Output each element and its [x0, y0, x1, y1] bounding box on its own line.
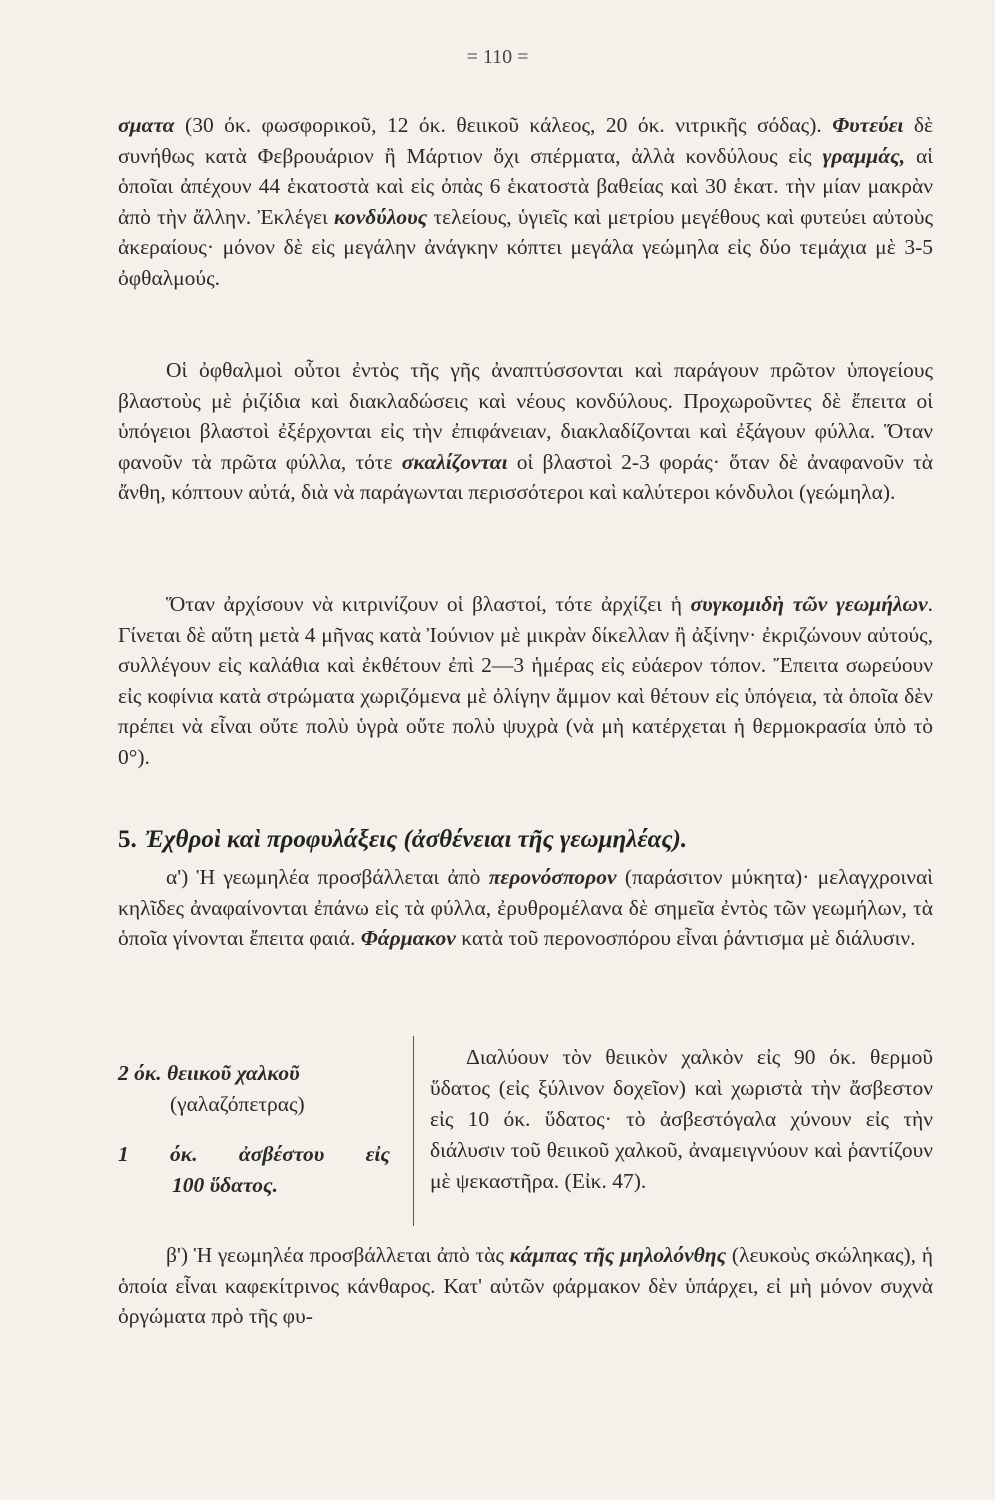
ingredient-note: (γαλαζόπετρας) — [170, 1091, 305, 1116]
term-fyteuei: Φυτεύει — [832, 113, 904, 137]
term-kampas: κάμπας τῆς μηλολόνθης — [509, 1243, 727, 1267]
ingredient-lime: 1 όκ. ἀσβέστου εἰς — [118, 1142, 390, 1167]
term-kondylous: κονδύλους — [334, 204, 428, 229]
harvest-text-2: . Γίνεται δὲ αὕτη μετὰ 4 μῆνας κατὰ Ἰούνιον μὲ μικρὰν δίκελλαν ἢ ἀξίνην· ἐκριζώνουν αὐτούς, συλλέγουν εἰς καλάθια καὶ ἐκθέτουν ἐπὶ 2—3 ἡμέρας εἰς εὐάερον τόπον. Ἔπειτα σωρεύουν εἰς κοφίνια κατὰ στρώματα χωριζόμενα μὲ ὀλίγην ἄμμον καὶ θέτουν εἰς ὑπόγεια, τὰ ὁποῖα δὲν πρέπει νὰ εἶναι οὔτε πολὺ ὑγρὰ οὔτε πολὺ ψυχρὰ (νὰ μὴ κατέρχεται ἡ θερμοκρασία ὑπὸ τὸ 0°). — [118, 592, 934, 769]
section-title: Ἐχθροὶ καὶ προφυλάξεις (ἀσθένειαι τῆς γεωμηλέας). — [144, 826, 688, 853]
disease-a-paragraph — [118, 862, 933, 954]
term-synkomidi: συγκομιδὴ τῶν γεωμήλων — [690, 592, 928, 616]
intro-text-2: δὲ συνήθως κατὰ Φεβρουάριον ἢ Μάρτιον ὄχι σπέρματα, ἀλλὰ κονδύλους εἰς — [118, 113, 933, 168]
disease-a-text-3: κατὰ τοῦ περονοσπόρου εἶναι ῥάντισμα μὲ διάλυσιν. — [455, 926, 916, 951]
ingredient-water: 100 ὕδατος. — [172, 1172, 279, 1197]
intro-text-4: τελείους, ὑγιεῖς καὶ μετρίου μεγέθους καὶ φυτεύει αὐτοὺς ἀκεραίους· μόνον δὲ εἰς μεγάλην ἀνάγκην κόπτει μεγάλα γεώμηλα εἰς δύο τεμάχια μὲ 3-5 ὀφθαλμούς. — [118, 204, 933, 290]
term-skalizontai: σκαλίζονται — [401, 449, 508, 474]
disease-a-text-2: (παράσιτον μύκητα)· μελαγχροιναὶ κηλῖδες ἀναφαίνονται ἐπάνω εἰς τὰ φύλλα, ἐρυθρομέλανα δὲ σημεῖα ἐντὸς τῶν γεωμήλων, τὰ ὁποῖα γίνονται ἔπειτα φαιά. — [118, 865, 933, 951]
growth-text-2: οἱ βλαστοὶ 2-3 φοράς· ὅταν δὲ ἀναφανοῦν τὰ ἄνθη, κόπτουν αὐτά, διὰ νὰ παράγωνται περισσότεροι καὶ καλύτεροι κόνδυλοι (γεώμηλα). — [118, 449, 933, 505]
recipe-instructions — [430, 1042, 933, 1197]
harvest-text-1: Ὅταν ἀρχίσουν νὰ κιτρινίζουν οἱ βλαστοί, τότε ἀρχίζει ἡ — [166, 592, 691, 616]
ingredient-copper-sulfate: 2 όκ. θειικοῦ χαλκοῦ — [118, 1061, 300, 1085]
growth-text-1: Οἱ ὀφθαλμοὶ οὗτοι ἐντὸς τῆς γῆς ἀναπτύσσονται καὶ παράγουν πρῶτον ὑπογείους βλαστοὺς μὲ ῥιζίδια καὶ διακλαδώσεις καὶ νέους κονδύλους. Προχωροῦντες δὲ ἔπειτα οἱ ὑπόγειοι βλαστοὶ ἐξέρχονται εἰς τὴν ἐπιφάνειαν, διακλαδίζονται καὶ ἐξάγουν φύλλα. Ὅταν φανοῦν τὰ πρῶτα φύλλα, τότε — [118, 358, 933, 474]
disease-b-text-1: β') Ἡ γεωμηλέα προσβάλλεται ἀπὸ τὰς — [166, 1243, 510, 1267]
term-smata: σματα — [118, 113, 175, 137]
intro-text-3: αἱ ὁποῖαι ἀπέχουν 44 ἑκατοστὰ καὶ εἰς ὀπὰς 6 ἑκατοστὰ βαθείας καὶ 30 ἑκατ. τὴν μίαν μακρὰν ἀπὸ τὴν ἄλλην. Ἐκλέγει — [118, 143, 933, 229]
term-grammas: γραμμάς, — [822, 143, 906, 168]
intro-paragraph — [118, 110, 933, 294]
disease-a-text-1: α') Ἡ γεωμηλέα προσβάλλεται ἀπὸ — [166, 865, 489, 889]
recipe-block — [118, 1036, 933, 1226]
term-farmakon: Φάρμακον — [360, 926, 456, 951]
recipe-ingredients — [118, 1058, 390, 1200]
page-number: = 110 = — [466, 46, 529, 68]
recipe-divider — [413, 1036, 414, 1226]
section-heading — [118, 826, 933, 854]
growth-paragraph — [118, 355, 933, 508]
intro-text-1: (30 όκ. φωσφορικοῦ, 12 όκ. θειικοῦ κάλεος, 20 όκ. νιτρικῆς σόδας). — [174, 113, 833, 137]
disease-b-paragraph — [118, 1240, 933, 1332]
disease-b-text-2: (λευκοὺς σκώληκας), ἡ ὁποία εἶναι καφεκίτρινος κάνθαρος. Κατ' αὐτῶν φάρμακον δὲν ὑπάρχει, εἰ μὴ μόνον συχνὰ ὀργώματα πρὸ τῆς φυ- — [118, 1243, 933, 1329]
term-peronosporon: περονόσπορον — [488, 865, 617, 889]
section-number: 5. — [118, 826, 137, 853]
recipe-instructions-text: Διαλύουν τὸν θειικὸν χαλκὸν εἰς 90 όκ. θερμοῦ ὕδατος (εἰς ξύλινον δοχεῖον) καὶ χωριστὰ τὴν ἄσβεστον εἰς 10 όκ. ὕδατος· τὸ ἀσβεστόγαλα χύνουν εἰς τὴν διάλυσιν τοῦ θειικοῦ χαλκοῦ, ἀναμειγνύουν καὶ ῥαντίζουν μὲ ψεκαστῆρα. (Εἰκ. 47). — [430, 1045, 933, 1193]
harvest-paragraph — [118, 589, 933, 773]
